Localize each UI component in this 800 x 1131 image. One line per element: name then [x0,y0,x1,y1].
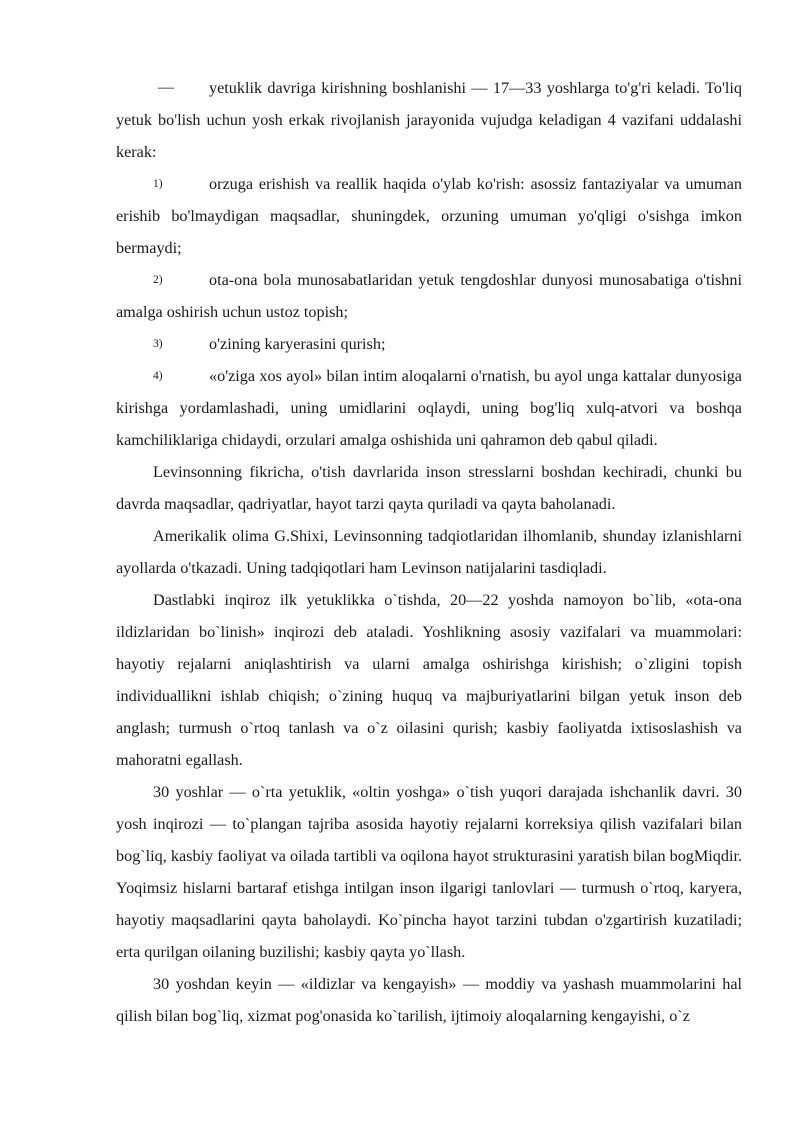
list-number: 3) [153,338,163,350]
list-item-text: yetuklik davriga kirishning boshlanishi — 17—33 yoshlarga to'g'ri keladi. To'liq yetuk bo'lish uchun yosh erkak rivojlanish jarayonida vujudga keladigan 4 vazifani uddalashi kerak: [116,79,742,161]
list-number: 1) [153,178,163,190]
dash-marker: — [158,79,174,96]
list-item-task-2 [116,264,742,328]
paragraph-first-crisis: Dastlabki inqiroz ilk yetuklikka o`tishda, 20—22 yoshda namoyon bo`lib, «ota-ona ildizlaridan bo`linish» inqirozi deb ataladi. Yoshlikning asosiy vazifalari va muammolari: hayotiy rejalarni aniqlashtirish va ularni amalga oshirishga kirishish; o`zligini topish individuallikni ishlab chiqish; o`zining huquq va majburiyatlarini bilgan yetuk inson deb anglash; turmush o`rtoq tanlash va o`z oilasini qurish; kasbiy faoliyatda ixtisoslashish va mahoratni egallash. [116,591,742,769]
list-item-intro [116,72,742,168]
list-item-text: «o'ziga xos ayol» bilan intim aloqalarni o'rnatish, bu ayol unga kattalar dunyosiga kirishga yordamlashadi, uning umidlarini oqlaydi, uning bog'liq xulq-atvori va boshqa kamchiliklariga chidaydi, orzulari amalga oshishida uni qahramon deb qabul qiladi. [116,367,742,449]
list-item-task-3 [116,328,742,360]
list-item-text: o'zining karyerasini qurish; [209,335,386,353]
paragraph-thirty-years: 30 yoshlar — o`rta yetuklik, «oltin yoshga» o`tish yuqori darajada ishchanlik davri. 30 yosh inqirozi — to`plangan tajriba asosida hayotiy rejalarni korreksiya qilish vazifalari bilan bog`liq, kasbiy faoliyat va oilada tartibli va oqilona hayot strukturasini yaratish bilan bogMiqdir. Yoqimsiz hislarni bartaraf etishga intilgan inson ilgarigi tanlovlari — turmush o`rtoq, karyera, hayotiy maqsadlarini qayta baholaydi. Ko`pincha hayot tarzini tubdan o'zgartirish kuzatiladi; erta qurilgan oilaning buzilishi; kasbiy qayta yo`llash. [116,783,742,961]
list-item-task-4 [116,360,742,456]
list-number: 4) [153,370,163,382]
paragraph-after-thirty: 30 yoshdan keyin — «ildizlar va kengayish» — moddiy va yashash muammolarini hal qilish bilan bog`liq, xizmat pog'onasida ko`tarilish, ijtimoiy aloqalarning kengayishi, o`z [116,975,742,1025]
list-number: 2) [153,274,163,286]
list-item-text: ota-ona bola munosabatlaridan yetuk tengdoshlar dunyosi munosabatiga o'tishni amalga oshirish uchun ustoz topish; [116,271,742,321]
paragraph-levinson-stress: Levinsonning fikricha, o'tish davrlarida inson stresslarni boshdan kechiradi, chunki bu davrda maqsadlar, qadriyatlar, hayot tarzi qayta quriladi va qayta baholanadi. [116,463,742,513]
paragraph-sheehy: Amerikalik olima G.Shixi, Levinsonning tadqiotlaridan ilhomlanib, shunday izlanishlarni ayollarda o'tkazadi. Uning tadqiqotlari ham Levinson natijalarini tasdiqladi. [116,527,742,577]
list-item-text: orzuga erishish va reallik haqida o'ylab ko'rish: asossiz fantaziyalar va umuman erishib bo'lmaydigan maqsadlar, shuningdek, orzuning umuman yo'qligi o'sishga imkon bermaydi; [116,175,742,257]
list-item-task-1 [116,168,742,264]
document-page [116,72,742,1032]
